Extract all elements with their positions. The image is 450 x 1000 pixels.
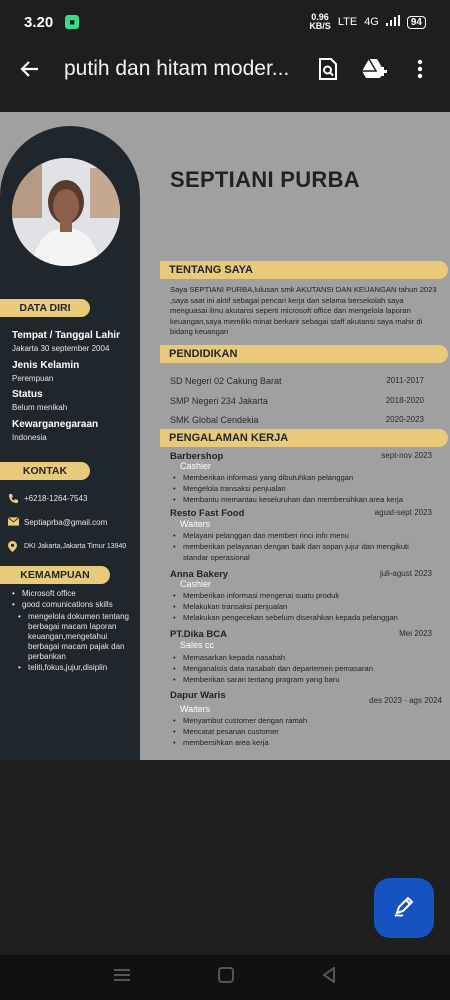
battery-icon: 94	[407, 16, 426, 29]
task-item: • Memberikan informasi mengenai suatu produk	[172, 590, 448, 601]
resume-name: SEPTIANI PURBA	[170, 167, 360, 192]
task-item: • Membantu memantau keseluruhan dan membersihkan area kerja	[172, 494, 448, 505]
status-right	[309, 13, 426, 31]
job-role: Sales cc	[180, 640, 215, 650]
toolbar	[0, 44, 450, 94]
task-item: • Melakukan transaksi penjualan	[172, 601, 448, 612]
ttl-label: Tempat / Tanggal Lahir	[12, 330, 120, 341]
kontak-heading: KONTAK	[0, 462, 90, 480]
document-title: putih dan hitam moder...	[64, 57, 290, 80]
nationality-value: Indonesia	[12, 433, 47, 442]
education-row: SD Negeri 02 Cakung Barat 2011-2017	[170, 376, 424, 386]
about-text: Saya SEPTIANI PURBA,lulusan smk AKUTANSI DAN KEUANGAN tahun 2023 ,saya saat ini aktif sebagai pencari kerja dan selama bersekolah saya menguasai ilmu akutansi seperti microsoft office dan mengelola laporan keuangan,saya memiliki minat berkarir sebagai staff akutansi saya mahir di bidang keuangan	[170, 285, 437, 336]
profile-photo	[12, 158, 120, 266]
task-item: • Mengelola transaksi penjualan	[172, 483, 448, 494]
network-speed: 0.96 KB/S	[309, 12, 331, 31]
notification-app-icon: ■	[65, 15, 79, 29]
contact-address	[8, 541, 126, 552]
email-text: Septiaprba@gmail.com	[24, 518, 108, 527]
home-icon[interactable]	[218, 967, 234, 988]
edit-pen-icon	[391, 893, 417, 924]
task-item: • Menyambut customer dengan ramah	[172, 715, 448, 726]
about-heading: TENTANG SAYA	[160, 261, 448, 279]
search-document-icon[interactable]	[312, 53, 344, 85]
job-header: Resto Fast Food agust-sept 2023	[170, 508, 432, 519]
job-tasks	[172, 472, 448, 505]
gender-value: Perempuan	[12, 374, 54, 383]
skill-item: • good comunications skills	[12, 600, 138, 610]
kemampuan-heading: KEMAMPUAN	[0, 566, 110, 584]
contact-phone	[8, 493, 87, 504]
data-diri-heading: DATA DIRI	[0, 299, 90, 317]
system-nav-bar	[0, 955, 450, 1000]
education-row: SMP Negeri 234 Jakarta 2018-2020	[170, 396, 424, 406]
address-text: DKI Jakarta,Jakarta Timur 13940	[24, 543, 127, 550]
gender-label: Jenis Kelamin	[12, 360, 80, 371]
signal-icon	[386, 15, 400, 29]
job-role: Waiters	[180, 704, 211, 714]
job-tasks	[172, 652, 448, 685]
status-bar	[0, 0, 450, 44]
signal-type: 4G	[364, 16, 379, 28]
job-tasks	[172, 530, 418, 563]
recents-icon[interactable]	[114, 968, 130, 987]
document-page[interactable]	[0, 112, 450, 760]
job-header: PT.Dika BCA Mei 2023	[170, 629, 432, 640]
job-tasks	[172, 590, 448, 623]
skill-item: • teliti,fokus,jujur,disiplin	[18, 663, 138, 673]
education-heading: PENDIDIKAN	[160, 345, 448, 363]
job-role: Cashier	[180, 579, 212, 589]
more-vert-icon[interactable]	[404, 53, 436, 85]
work-heading: PENGALAMAN KERJA	[160, 429, 448, 447]
skill-item: • Microsoft office	[12, 589, 138, 599]
skills-list-a	[12, 589, 138, 611]
job-header: Anna Bakery juli-agust 2023	[170, 569, 432, 580]
status-label: Status	[12, 389, 43, 400]
job-role: Waiters	[180, 519, 211, 529]
task-item: • Menganalisis data nasabah dan departemen pemasaran	[172, 663, 448, 674]
drive-add-icon[interactable]	[358, 53, 390, 85]
contact-email	[8, 517, 107, 528]
job-tasks	[172, 715, 448, 748]
toolbar-actions	[312, 53, 436, 85]
resume-sidebar	[0, 126, 140, 760]
status-time: 3.20	[24, 13, 54, 31]
task-item: • Memberikan informasi yang dibutuhkan pelanggan	[172, 472, 448, 483]
phone-icon	[8, 493, 19, 504]
task-item: • Melakukan pengecekan sebelum diserahkan kepada pelanggan	[172, 612, 448, 623]
phone-text: +6218-1264-7543	[24, 494, 88, 503]
skills-list-b	[18, 612, 138, 674]
job-role: Cashier	[180, 461, 212, 471]
ttl-value: Jakarta 30 september 2004	[12, 344, 110, 353]
education-row: SMK Global Cendekia 2020-2023	[170, 415, 424, 425]
task-item: • Melayani pelanggan dan memberi rinci info menu	[172, 530, 418, 541]
task-item: • Mencatat pesanan customer	[172, 726, 448, 737]
back-nav-icon[interactable]	[322, 967, 336, 988]
net-type: LTE	[337, 16, 358, 28]
edit-fab-button[interactable]	[374, 878, 434, 938]
job-header: Dapur Waris des 2023 - ags 2024	[170, 690, 442, 705]
mail-icon	[8, 517, 19, 528]
task-item: • memberikan pelayanan dengan baik dan sopan jujur dan mengikuti standar operasional	[172, 541, 418, 563]
task-item: • Memberikan saran tentang program yang baru	[172, 674, 448, 685]
skill-item: • mengelola dokumen tentang berbagai macam laporan keuangan,mengetahui berbagai macam pajak dan perbankan	[18, 612, 138, 662]
arrow-left-icon[interactable]	[14, 53, 46, 85]
job-header: Barbershop sept-nov 2023	[170, 451, 432, 462]
task-item: • membersihkan area kerja	[172, 737, 448, 748]
location-icon	[8, 541, 19, 552]
status-value: Belum menikah	[12, 403, 68, 412]
nationality-label: Kewarganegaraan	[12, 419, 99, 430]
task-item: • Memasarkan kepada nasabah	[172, 652, 448, 663]
